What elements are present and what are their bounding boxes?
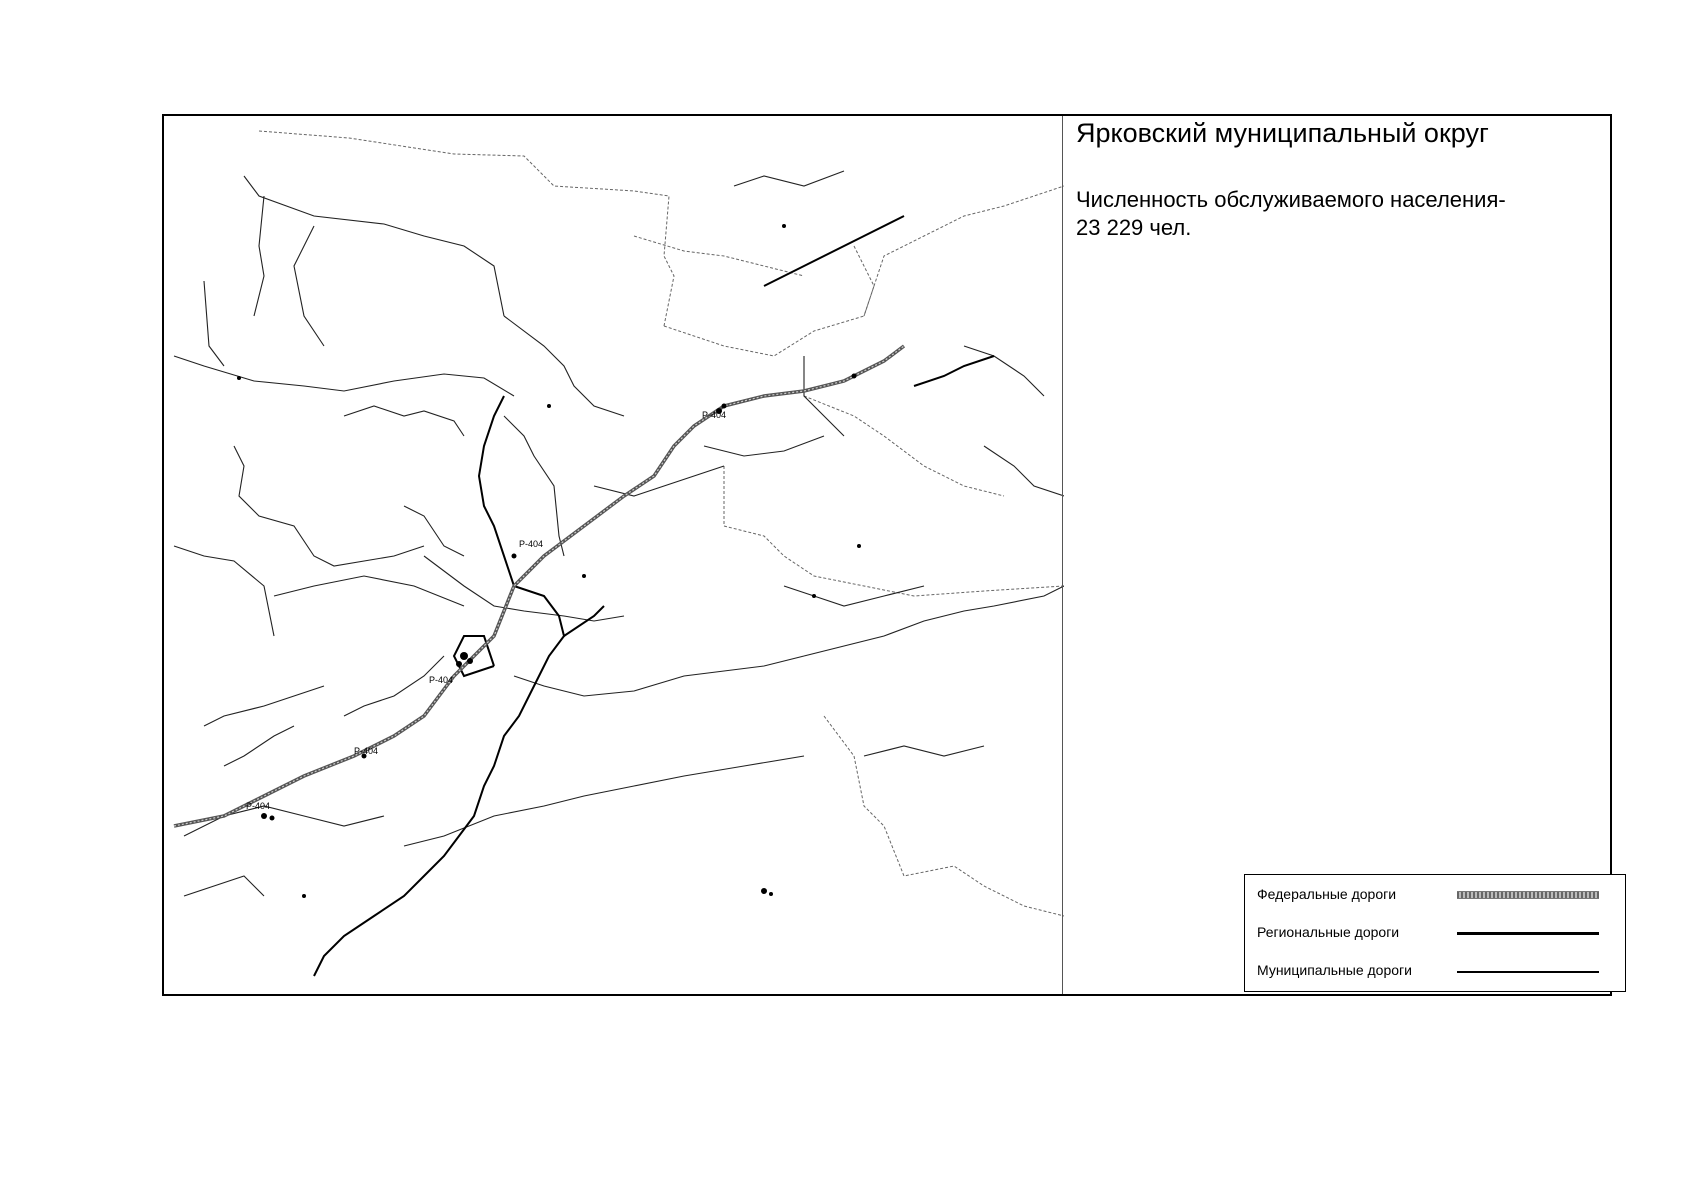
district-title: Ярковский муниципальный округ	[1076, 118, 1489, 148]
road-map	[164, 116, 1064, 994]
federal-road-r404	[174, 346, 904, 826]
population-info	[1076, 186, 1576, 242]
population-value: 23 229 чел.	[1076, 215, 1192, 240]
road-label-5: Р-404	[702, 410, 727, 420]
info-panel	[1076, 116, 1606, 994]
legend-item-regional	[1245, 919, 1625, 949]
legend-item-federal	[1245, 881, 1625, 911]
road-label-1: Р-404	[246, 801, 271, 811]
panel-divider	[1062, 116, 1063, 994]
legend-label-regional: Региональные дороги	[1257, 924, 1400, 940]
settlements	[237, 224, 861, 898]
legend-item-municipal	[1245, 957, 1625, 987]
district-boundaries	[259, 131, 1064, 916]
legend-label-municipal: Муниципальные дороги	[1257, 962, 1412, 978]
municipal-roads	[174, 171, 1064, 896]
legend-swatch-federal	[1457, 891, 1599, 899]
population-label: Численность обслуживаемого населения-	[1076, 187, 1506, 212]
road-labels	[246, 410, 726, 811]
road-label-4: Р-404	[519, 539, 544, 549]
road-label-2: Р-404	[354, 746, 379, 756]
road-label-3: Р-404	[429, 675, 454, 685]
legend-swatch-regional	[1457, 932, 1599, 935]
map-legend	[1244, 874, 1626, 992]
legend-swatch-municipal	[1457, 971, 1599, 973]
map-frame	[162, 114, 1612, 996]
map-area[interactable]	[164, 116, 1064, 994]
regional-roads	[314, 216, 994, 976]
legend-label-federal: Федеральные дороги	[1257, 886, 1397, 902]
